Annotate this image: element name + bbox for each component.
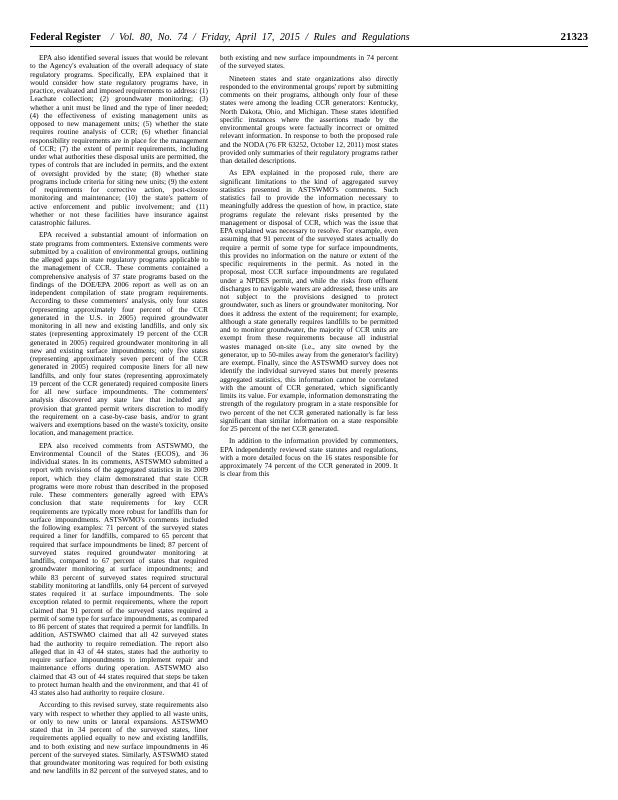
paragraph: EPA also received comments from ASTSWMO, the Environmental Council of the States (ECOS), and 36 individual states. In its comments, ASTSWMO submitted a report with revisions of the aggregated statistics in its 2009 report, which they claim demonstrated that state CCR programs were more robust than described in the proposed rule. These commenters generally agreed with EPA's conclusion that state requirements for key CCR requirements are typically more robust for landfills than for surface impoundments. ASTSWMO's comments included the following examples: 71 percent of the surveyed states required a liner for landfills, compared to 65 percent that required that surface impoundments be lined; 87 percent of surveyed states required groundwater monitoring at landfills, compared to 67 percent of states that required groundwater monitoring at surface impoundments; and while 83 percent of surveyed states required structural stability monitoring at landfills, only 64 percent of surveyed states required it at surface impoundments. The sole exception related to permit requirements, where the report claimed that 91 percent of the surveyed states required a permit of some type for surface impoundments, as compared to 86 percent of states that required a permit for landfills. In addition, ASTSWMO claimed that all 42 surveyed states had the authority to require remediation. The report also alleged that in 43 of 44 states, states had the authority to require surface impoundments to implement repair and maintenance efforts during operation. ASTSWMO also claimed that 43 out of 44 states required that steps be taken to protect human health and the environment, and that 41 of 43 states also had authority to require closure. — [30, 440, 208, 697]
paragraph: EPA received a substantial amount of information on state programs from commenters. Extensive comments were submitted by a coalition of environmental groups, outlining the alleged gaps in state regulatory programs applicable to the management of CCR. These comments contained a comprehensive analysis of 37 state programs based on the findings of the DOE/EPA 2006 report as well as on an independent compilation of state program requirements. According to these commenters' analysis, only four states (representing approximately four percent of the CCR generated in the U.S. in 2005) required groundwater monitoring in all new and existing landfills, and only six states (representing approximately 19 percent of the CCR generated in 2005) required groundwater monitoring in all new and existing surface impoundments; only five states (representing approximately seven percent of the CCR generated in 2005) required composite liners for all new landfills, and only four states (representing approximately 19 percent of the CCR generated) required composite liners for all new surface impoundments. The commenters' analysis discovered any state law that included any provision that granted permit writers discretion to modify the requirement on a case-by-case basis, and/or to grant waivers and exemptions based on the waste's toxicity, onsite location, and management practice. — [30, 230, 208, 438]
paragraph: EPA also identified several issues that would be relevant to the Agency's evaluation of the overall adequacy of state regulatory programs. Specifically, EPA explained that it would consider how state regulatory programs have, in practice, evaluated and imposed requirements to address: (1) Leachate collection; (2) groundwater monitoring; (3) whether a unit must be lined and the type of liner needed; (4) the effectiveness of existing management units as opposed to new management units; (5) whether the state requires routine analysis of CCR; (6) whether financial responsibility requirements are in place for the management of CCR; (7) the extent of permit requirements, including under what authorities these disposal units are permitted, the types of controls that are included in permits, and the extent of oversight provided by the state; (8) whether state programs include criteria for siting new units; (9) the extent of requirements for corrective action, post-closure monitoring and maintenance; (10) the state's pattern of active enforcement and public involvement; and (11) whether or not these facilities have insurance against catastrophic failures. — [30, 53, 208, 227]
body-text — [30, 54, 588, 790]
paragraph: As EPA explained in the proposed rule, there are significant limitations to the kind of aggregated survey statistics presented in ASTSWMO's comments. Such statistics fail to provide the information necessary to meaningfully address the question of how, in practice, state programs regulate the relevant risks presented by the management or disposal of CCR, which was the issue that EPA explained was necessary to resolve. For example, even assuming that 91 percent of the surveyed states actually do require a permit of some type for surface impoundments, this provides no information on the nature or extent of the specific requirements in the permit. As noted in the proposal, most CCR surface impoundments are regulated under a NPDES permit, and while the risks from effluent discharges to navigable waters are addressed, these units are not subject to the provisions designed to protect groundwater, such as liners or groundwater monitoring. Nor does it address the extent of the requirement; for example, although a state generally requires landfills to be permitted and to monitor groundwater, the majority of CCR units are exempt from these requirements because all industrial wastes managed on-site (i.e., any site owned by the generator, up to 50-miles away from the generator's facility) are exempt. Finally, since the ASTSWMO survey does not identify the individual surveyed states but merely presents aggregated statistics, this information cannot be correlated with the amount of CCR generated, which significantly limits its value. For example, information demonstrating the strength of the regulatory program in a state responsible for two percent of the net CCR generated nationally is far less significant than similar information on a state responsible for 25 percent of the net CCR generated. — [220, 168, 398, 433]
running-header — [30, 30, 588, 47]
paragraph: In addition to the information provided by commenters, EPA independently reviewed state statutes and regulations, with a more detailed focus on the 16 states responsible for approximately 74 percent of the CCR generated in 2009. It is clear from this — [220, 436, 398, 479]
publication-name: Federal Register — [30, 32, 101, 43]
paragraph: Nineteen states and state organizations also directly responded to the environmental groups' report by submitting comments on their programs, although only four of these states were among the leading CCR generators: Kentucky, North Dakota, Ohio, and Michigan. These states identified specific instances where the assertions made by the environmental groups were factually incorrect or omitted relevant information. In response to both the proposed rule and the NODA (76 FR 63252, October 12, 2011) most states provided only summaries of their regulatory programs rather than detailed descriptions. — [220, 73, 398, 165]
page-number: 21323 — [560, 31, 588, 43]
paragraph: According to this revised survey, state requirements also vary with respect to whether they applied to all waste units, or only to new units or lateral expansions. ASTSWMO stated that in 34 percent of the surveyed states, liner requirements applied equally to new and existing landfills, and to both existing and new surface impoundments in 46 percent of the surveyed states. Similarly, ASTSWMO stated that groundwater monitoring was required for both existing and new landfills in 82 percent of the surveyed states, and to both existing and new surface impoundments in 74 percent of the surveyed states. — [30, 53, 398, 776]
issue-details: / Vol. 80, No. 74 / Friday, April 17, 2015 / Rules and Regulations — [110, 32, 410, 43]
